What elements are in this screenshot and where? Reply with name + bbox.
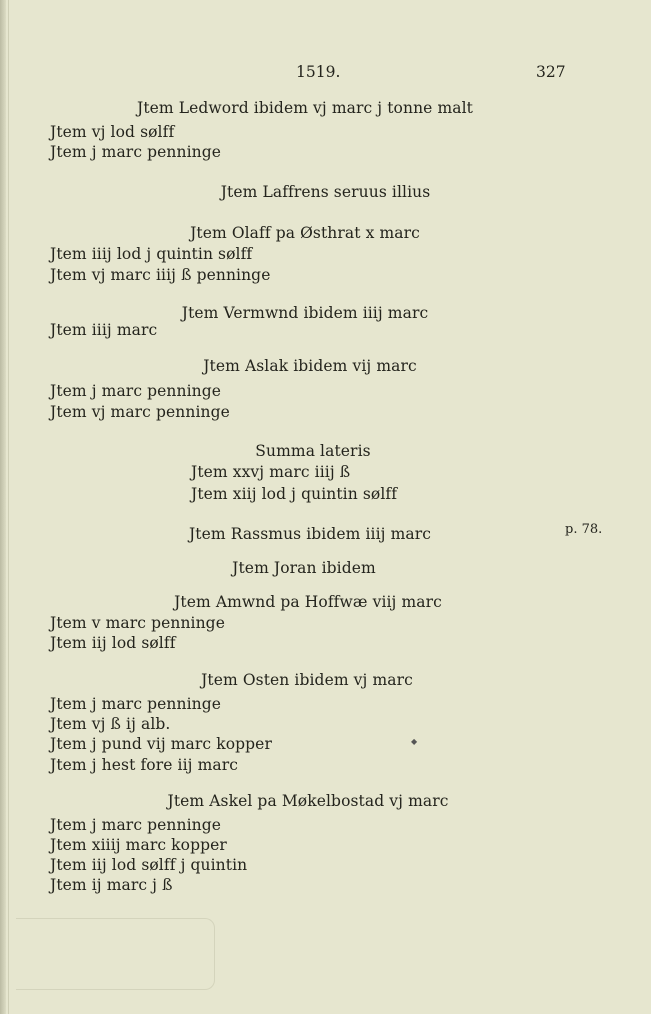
page-binding-line bbox=[8, 0, 9, 1014]
entry-line: Jtem iij lod sølff bbox=[50, 634, 176, 652]
page-binding-edge bbox=[0, 0, 6, 1014]
entry-line: Jtem j pund vij marc kopper bbox=[50, 735, 272, 753]
summa-heading: Summa lateris bbox=[255, 442, 371, 460]
entry-line: Jtem xxvj marc iiij ß bbox=[191, 463, 351, 481]
entry-line: Jtem vj marc iiij ß penninge bbox=[50, 266, 271, 284]
section-heading: Jtem Joran ibidem bbox=[232, 559, 376, 577]
section-heading: Jtem Aslak ibidem vij marc bbox=[203, 357, 417, 375]
entry-line: Jtem j marc penninge bbox=[50, 816, 222, 834]
entry-line: Jtem j hest fore iij marc bbox=[50, 756, 238, 774]
entry-line: Jtem xiij lod j quintin sølff bbox=[191, 485, 398, 503]
entry-line: Jtem iiij marc bbox=[50, 321, 158, 339]
paper-stain bbox=[16, 918, 215, 990]
running-head-year: 1519. bbox=[296, 63, 341, 81]
page-number: 327 bbox=[536, 63, 566, 81]
section-heading: Jtem Olaff pa Østhrat x marc bbox=[190, 224, 420, 242]
entry-line: Jtem j marc penninge bbox=[50, 382, 222, 400]
section-heading: Jtem Rassmus ibidem iiij marc bbox=[188, 525, 432, 543]
section-heading: Jtem Laffrens seruus illius bbox=[220, 183, 431, 201]
section-heading: Jtem Osten ibidem vj marc bbox=[201, 671, 413, 689]
entry-line: Jtem j marc penninge bbox=[50, 695, 222, 713]
section-heading: Jtem Askel pa Møkelbostad vj marc bbox=[167, 792, 449, 810]
margin-reference: p. 78. bbox=[565, 522, 603, 537]
section-heading: Jtem Amwnd pa Hoffwæ viij marc bbox=[174, 593, 442, 611]
entry-line: Jtem vj lod sølff bbox=[50, 123, 175, 141]
entry-line: Jtem vj marc penninge bbox=[50, 403, 230, 421]
ink-mark: ◆ bbox=[411, 737, 418, 746]
entry-line: Jtem xiiij marc kopper bbox=[50, 836, 227, 854]
entry-line: Jtem j marc penninge bbox=[50, 143, 222, 161]
section-heading: Jtem Vermwnd ibidem iiij marc bbox=[181, 304, 429, 322]
entry-line: Jtem iij lod sølff j quintin bbox=[50, 856, 248, 874]
entry-line: Jtem vj ß ij alb. bbox=[50, 715, 171, 733]
entry-line: Jtem ij marc j ß bbox=[50, 876, 173, 894]
entry-line: Jtem Ledword ibidem vj marc j tonne malt bbox=[137, 99, 473, 117]
entry-line: Jtem iiij lod j quintin sølff bbox=[50, 245, 253, 263]
entry-line: Jtem v marc penninge bbox=[50, 614, 225, 632]
